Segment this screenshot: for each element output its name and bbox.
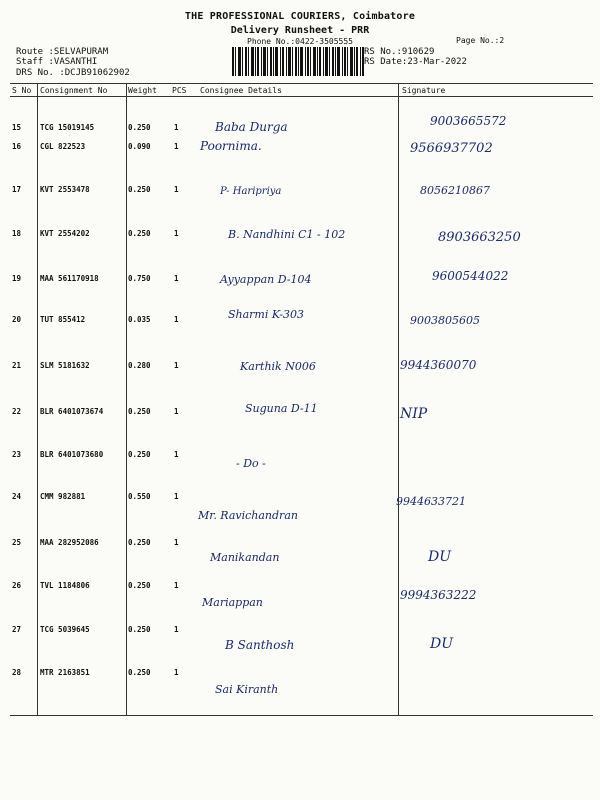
row-pcs: 1 bbox=[174, 361, 179, 370]
page-number: Page No.:2 bbox=[456, 36, 505, 45]
row-sno: 20 bbox=[12, 315, 22, 324]
row-signature: 9944633721 bbox=[396, 495, 466, 508]
company-name: THE PROFESSIONAL COURIERS, Coimbatore bbox=[184, 11, 416, 22]
row-consignee-handwritten: B Santhosh bbox=[225, 638, 295, 652]
row-signature: 9944360070 bbox=[400, 358, 477, 372]
row-weight: 0.250 bbox=[128, 668, 151, 677]
row-pcs: 1 bbox=[174, 450, 179, 459]
row-consignee-handwritten: Karthik N006 bbox=[240, 360, 316, 373]
row-signature: 9003665572 bbox=[430, 114, 507, 128]
col-header-consignee: Consignee Details bbox=[200, 86, 282, 95]
row-consignment-no: SLM 5181632 bbox=[40, 361, 90, 370]
row-weight: 0.250 bbox=[128, 581, 151, 590]
row-sno: 17 bbox=[12, 185, 22, 194]
column-divider bbox=[126, 83, 127, 715]
phone-number: Phone No.:0422-3505555 bbox=[247, 37, 353, 46]
row-weight: 0.250 bbox=[128, 123, 151, 132]
row-consignee-handwritten: Manikandan bbox=[210, 551, 280, 564]
row-signature: 8056210867 bbox=[420, 184, 490, 197]
row-pcs: 1 bbox=[174, 123, 179, 132]
row-signature: 8903663250 bbox=[438, 230, 521, 245]
row-pcs: 1 bbox=[174, 185, 179, 194]
row-weight: 0.750 bbox=[128, 274, 151, 283]
row-weight: 0.250 bbox=[128, 538, 151, 547]
row-sno: 16 bbox=[12, 142, 22, 151]
row-sno: 27 bbox=[12, 625, 22, 634]
col-header-pcs: PCS bbox=[172, 86, 187, 95]
row-consignee-handwritten: Poornima. bbox=[200, 139, 262, 153]
table-bottom-rule bbox=[10, 715, 593, 716]
table-top-rule bbox=[10, 83, 593, 84]
document-title: Delivery Runsheet - PRR bbox=[230, 25, 370, 36]
row-consignee-handwritten: Sharmi K-303 bbox=[228, 308, 305, 321]
row-pcs: 1 bbox=[174, 538, 179, 547]
row-weight: 0.250 bbox=[128, 185, 151, 194]
row-pcs: 1 bbox=[174, 668, 179, 677]
column-divider bbox=[37, 83, 38, 715]
row-sno: 25 bbox=[12, 538, 22, 547]
row-weight: 0.035 bbox=[128, 315, 151, 324]
row-consignment-no: TCG 15019145 bbox=[40, 123, 95, 132]
row-consignee-handwritten: P- Haripriya bbox=[220, 186, 282, 197]
row-pcs: 1 bbox=[174, 142, 179, 151]
row-consignee-handwritten: Suguna D-11 bbox=[245, 402, 318, 415]
row-weight: 0.250 bbox=[128, 229, 151, 238]
rs-number: RS No.:910629 bbox=[364, 47, 435, 57]
row-consignment-no: BLR 6401073680 bbox=[40, 450, 104, 459]
row-sno: 28 bbox=[12, 668, 22, 677]
row-consignee-handwritten: - Do - bbox=[236, 457, 266, 470]
row-sno: 18 bbox=[12, 229, 22, 238]
row-consignment-no: KVT 2553478 bbox=[40, 185, 90, 194]
staff-label: Staff :VASANTHI bbox=[16, 57, 98, 67]
row-sno: 19 bbox=[12, 274, 22, 283]
row-weight: 0.250 bbox=[128, 450, 151, 459]
row-signature: NIP bbox=[400, 406, 428, 422]
row-consignee-handwritten: Baba Durga bbox=[215, 120, 288, 134]
row-sno: 22 bbox=[12, 407, 22, 416]
drs-number: DRS No. :DCJB91062902 bbox=[16, 68, 130, 78]
row-consignee-handwritten: Ayyappan D-104 bbox=[220, 273, 312, 286]
row-consignee-handwritten: Mariappan bbox=[202, 596, 263, 609]
row-sno: 24 bbox=[12, 492, 22, 501]
row-consignment-no: MAA 282952086 bbox=[40, 538, 99, 547]
col-header-signature: Signature bbox=[402, 86, 446, 95]
row-weight: 0.090 bbox=[128, 142, 151, 151]
col-header-consignment: Consignment No bbox=[40, 86, 108, 95]
row-consignment-no: MTR 2163851 bbox=[40, 668, 90, 677]
row-consignment-no: BLR 6401073674 bbox=[40, 407, 104, 416]
table-header-rule bbox=[10, 96, 593, 97]
column-divider bbox=[398, 83, 399, 715]
row-consignment-no: KVT 2554202 bbox=[40, 229, 90, 238]
row-weight: 0.280 bbox=[128, 361, 151, 370]
row-signature: DU bbox=[430, 636, 454, 652]
row-sno: 15 bbox=[12, 123, 22, 132]
row-pcs: 1 bbox=[174, 581, 179, 590]
barcode bbox=[232, 47, 364, 76]
row-consignee-handwritten: Sai Kiranth bbox=[215, 683, 279, 696]
row-weight: 0.250 bbox=[128, 407, 151, 416]
row-weight: 0.250 bbox=[128, 625, 151, 634]
row-consignment-no: MAA 561170918 bbox=[40, 274, 99, 283]
row-pcs: 1 bbox=[174, 229, 179, 238]
row-signature: 9600544022 bbox=[432, 269, 509, 283]
row-consignee-handwritten: B. Nandhini C1 - 102 bbox=[228, 228, 346, 241]
row-signature: 9003805605 bbox=[410, 314, 480, 327]
row-sno: 23 bbox=[12, 450, 22, 459]
row-consignment-no: TCG 5039645 bbox=[40, 625, 90, 634]
row-sno: 21 bbox=[12, 361, 22, 370]
row-consignee-handwritten: Mr. Ravichandran bbox=[198, 509, 298, 522]
rs-date: RS Date:23-Mar-2022 bbox=[364, 57, 467, 67]
route-label: Route :SELVAPURAM bbox=[16, 47, 109, 57]
row-pcs: 1 bbox=[174, 315, 179, 324]
col-header-weight: Weight bbox=[128, 86, 157, 95]
row-signature: 9566937702 bbox=[410, 141, 493, 156]
row-pcs: 1 bbox=[174, 625, 179, 634]
row-weight: 0.550 bbox=[128, 492, 151, 501]
row-consignment-no: TUT 855412 bbox=[40, 315, 86, 324]
row-consignment-no: TVL 1184806 bbox=[40, 581, 90, 590]
row-sno: 26 bbox=[12, 581, 22, 590]
row-pcs: 1 bbox=[174, 492, 179, 501]
row-consignment-no: CGL 822523 bbox=[40, 142, 86, 151]
row-signature: DU bbox=[428, 549, 452, 565]
row-pcs: 1 bbox=[174, 407, 179, 416]
row-consignment-no: CMM 982881 bbox=[40, 492, 86, 501]
col-header-sno: S No bbox=[12, 86, 32, 95]
row-signature: 9994363222 bbox=[400, 588, 477, 602]
row-pcs: 1 bbox=[174, 274, 179, 283]
